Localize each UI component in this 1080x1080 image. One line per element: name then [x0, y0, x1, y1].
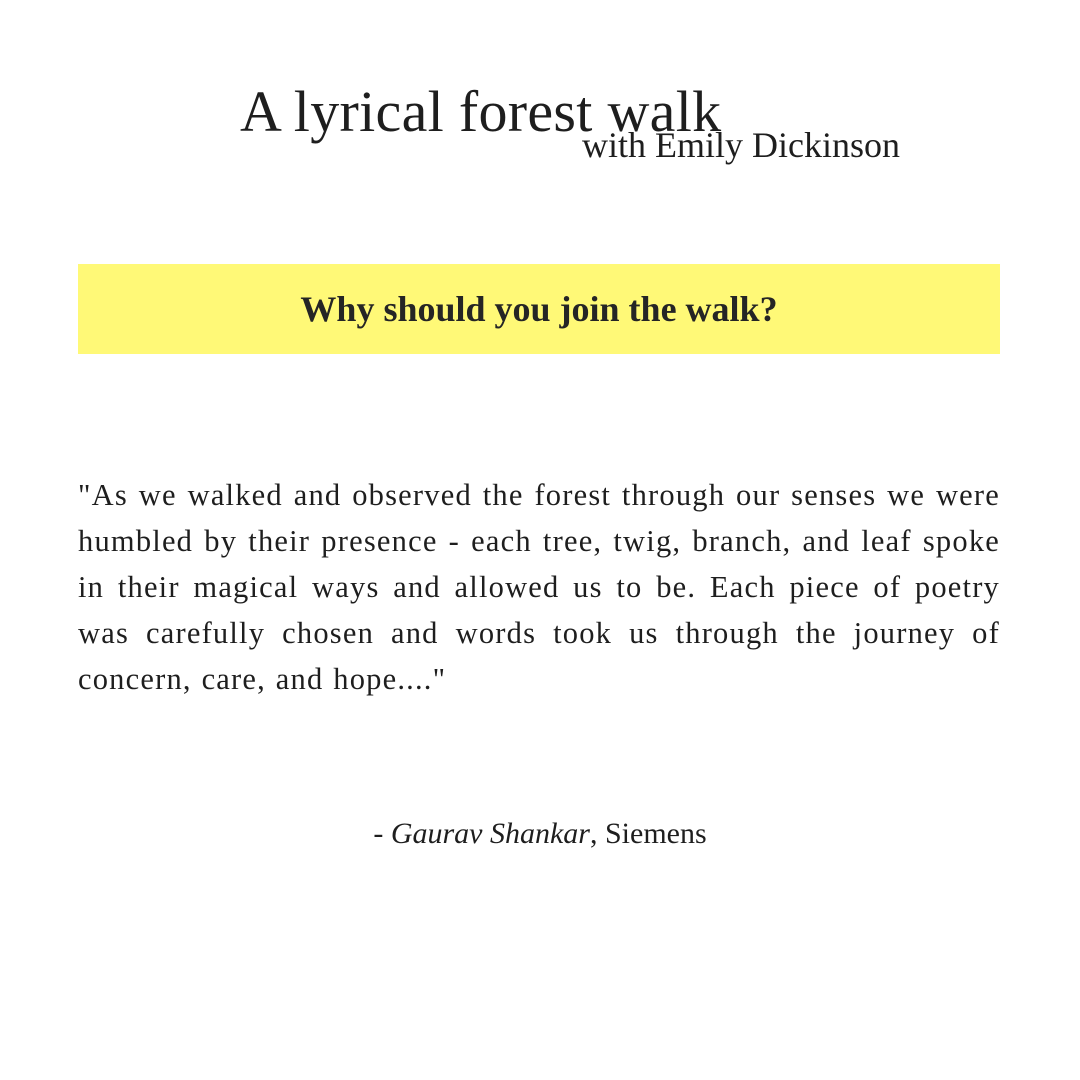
attribution-separator: , [589, 817, 605, 850]
attribution-author: Gaurav Shankar [390, 817, 590, 850]
attribution-organization: Siemens [604, 817, 707, 850]
page-title: A lyrical forest walk [240, 78, 722, 144]
question-banner [78, 264, 1000, 354]
page-subtitle: with Emily Dickinson [582, 125, 900, 165]
banner-heading: Why should you join the walk? [300, 289, 778, 329]
attribution-dash: - [373, 817, 391, 850]
testimonial-attribution [0, 812, 1080, 856]
testimonial-quote: "As we walked and observed the forest through our senses we were humbled by their presence - each tree, twig, branch, and leaf spoke in their magical ways and allowed us to be. Each piece of poetry was carefully chosen and words took us through the journey of concern, care, and hope...." [78, 478, 1000, 696]
